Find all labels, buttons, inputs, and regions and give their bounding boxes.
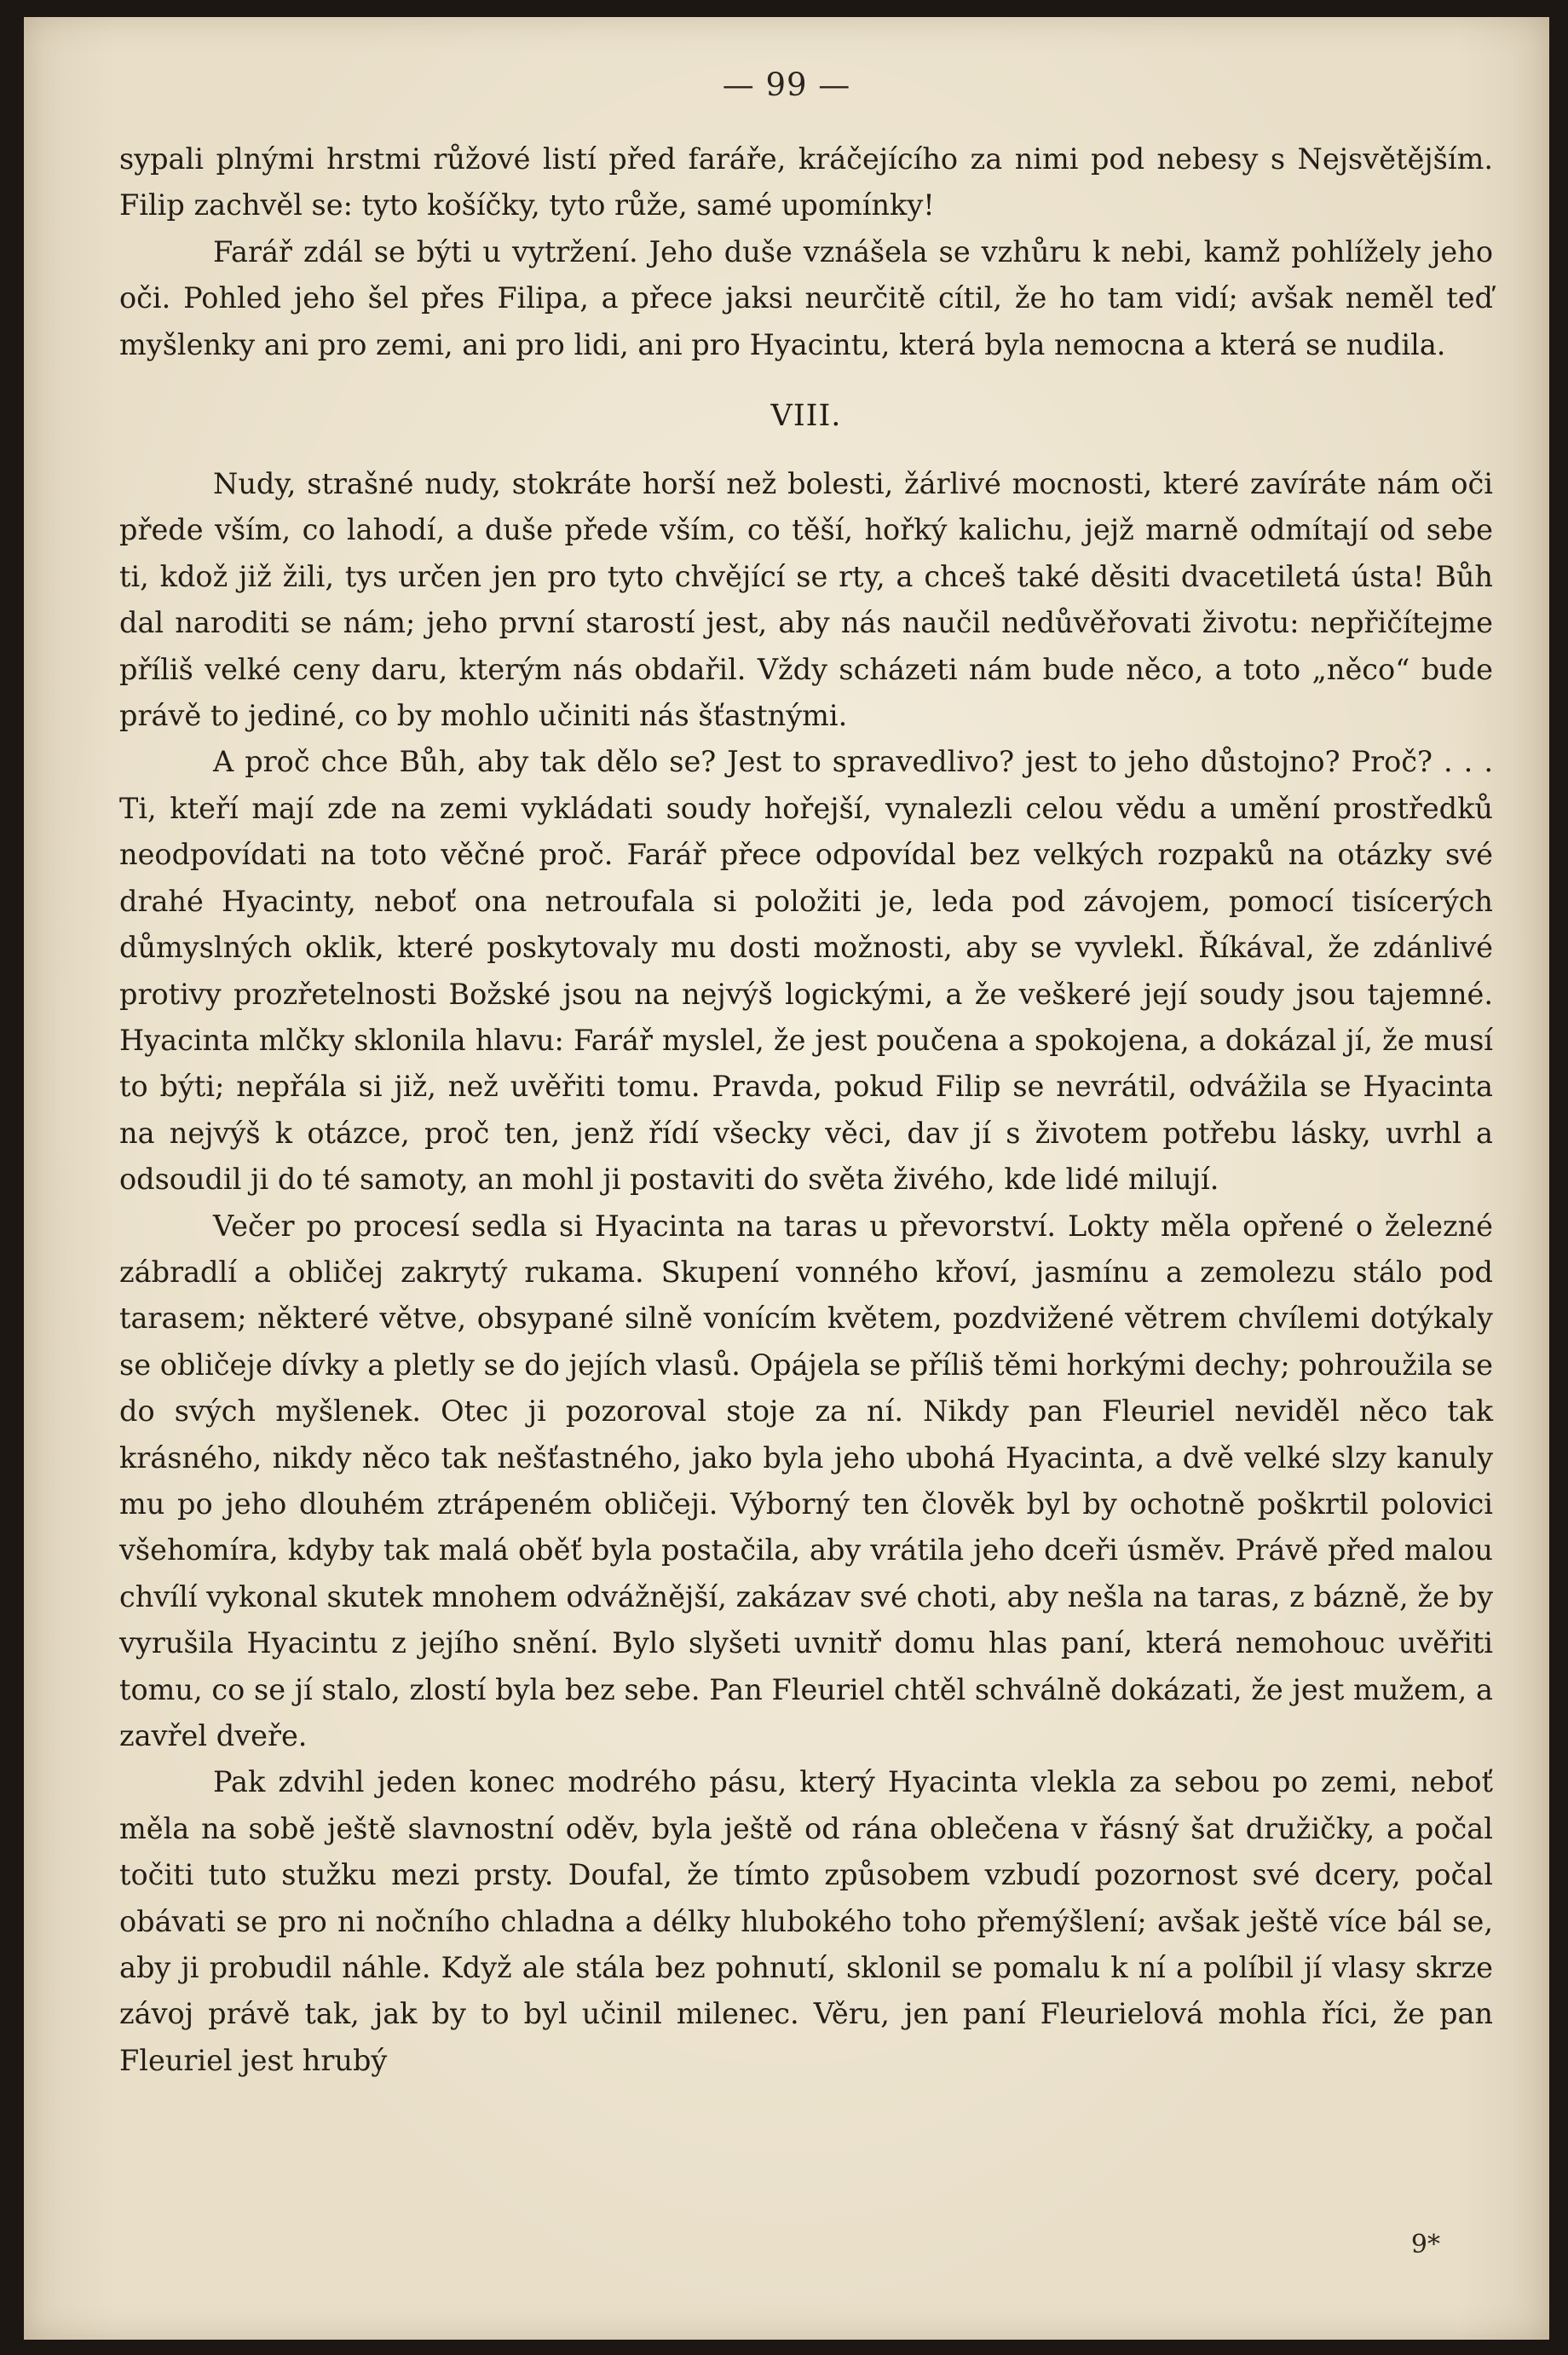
paragraph: Nudy, strašné nudy, stokráte horší než bolesti, žárlivé mocnosti, které zavíráte nám oči přede vším, co lahodí, a duše přede vším, co těší, hořký kalichu, jejž marně odmítají od sebe ti, kdož již žili, tys určen jen pro tyto chvějící se rty, a chceš také děsiti dvacetiletá ústa! Bůh dal naroditi se nám; jeho první starostí jest, aby nás naučil nedůvěřovati životu: nepřičítejme příliš velké ceny daru, kterým nás obdařil. Vždy scházeti nám bude něco, a toto „něco“ bude právě to jediné, co by mohlo učiniti nás šťastnými.	[119, 467, 1493, 733]
paragraph: A proč chce Bůh, aby tak dělo se? Jest to spravedlivo? jest to jeho důstojno? Proč? . . . Ti, kteří mají zde na zemi vykládati soudy hořejší, vynalezli celou vědu a umění prostředků neodpovídati na toto věčné proč. Farář přece odpovídal bez velkých rozpaků na otázky své drahé Hyacinty, neboť ona netroufala si položiti je, leda pod závojem, pomocí tisícerých důmyslných oklik, které poskytovaly mu dosti možnosti, aby se vyvlekl. Říkával, že zdánlivé protivy prozřetelnosti Božské jsou na nejvýš logickými, a že veškeré její soudy jsou tajemné. Hyacinta mlčky sklonila hlavu: Farář myslel, že jest poučena a spokojena, a dokázal jí, že musí to býti; nepřála si již, než uvěřiti tomu. Pravda, pokud Filip se nevrátil, odvážila se Hyacinta na nejvýš k otázce, proč ten, jenž řídí všecky věci, dav jí s životem potřebu lásky, uvrhl a odsoudil ji do té samoty, an mohl ji postaviti do světa živého, kde lidé milují.	[119, 745, 1493, 1197]
page-body	[119, 136, 1493, 2084]
chapter-heading: VIII.	[770, 399, 842, 434]
paragraph: Pak zdvihl jeden konec modrého pásu, který Hyacinta vlekla za sebou po zemi, neboť měla na sobě ještě slavnostní oděv, byla ještě od rána oblečena v řásný šat družičky, a počal točiti tuto stužku mezi prsty. Doufal, že tímto způsobem vzbudí pozornost své dcery, počal obávati se pro ni nočního chladna a délky hlubokého toho přemýšlení; avšak ještě více bál se, aby ji probudil náhle. Když ale stála bez pohnutí, sklonil se pomalu k ní a políbil jí vlasy skrze závoj právě tak, jak by to byl učinil milenec. Věru, jen paní Fleurielová mohla říci, že pan Fleuriel jest hrubý	[119, 1765, 1493, 2077]
book-page	[24, 17, 1549, 2340]
paragraph-continued: sypali plnými hrstmi růžové listí před faráře, kráčejícího za nimi pod nebesy s Nejsvětějším. Filip zachvěl se: tyto košíčky, tyto růže, samé upomínky!	[119, 142, 1493, 222]
signature-mark: 9*	[1410, 2230, 1440, 2260]
paragraph: Farář zdál se býti u vytržení. Jeho duše vznášela se vzhůru k nebi, kamž pohlížely jeho oči. Pohled jeho šel přes Filipa, a přece jaksi neurčitě cítil, že ho tam vidí; avšak neměl teď myšlenky ani pro zemi, ani pro lidi, ani pro Hyacintu, která byla nemocna a která se nudila.	[119, 234, 1493, 361]
paragraph: Večer po procesí sedla si Hyacinta na taras u převorství. Lokty měla opřené o železné zábradlí a obličej zakrytý rukama. Skupení vonného křoví, jasmínu a zemolezu stálo pod tarasem; některé větve, obsypané silně vonícím květem, pozdvižené větrem chvílemi dotýkaly se obličeje dívky a pletly se do jejích vlasů. Opájela se příliš těmi horkými dechy; pohroužila se do svých myšlenek. Otec ji pozoroval stoje za ní. Nikdy pan Fleuriel neviděl něco tak krásného, nikdy něco tak nešťastného, jako byla jeho ubohá Hyacinta, a dvě velké slzy kanuly mu po jeho dlouhém ztrápeném obličeji. Výborný ten člověk byl by ochotně poškrtil polovici všehomíra, kdyby tak malá oběť byla postačila, aby vrátila jeho dceři úsměv. Právě před malou chvílí vykonal skutek mnohem odvážnější, zakázav své choti, aby nešla na taras, z bázně, že by vyrušila Hyacintu z jejího snění. Bylo slyšeti uvnitř domu hlas paní, která nemohouc uvěřiti tomu, co se jí stalo, zlostí byla bez sebe. Pan Fleuriel chtěl schválně dokázati, že jest mužem, a zavřel dveře.	[119, 1209, 1493, 1752]
page-number: — 99 —	[722, 66, 851, 103]
